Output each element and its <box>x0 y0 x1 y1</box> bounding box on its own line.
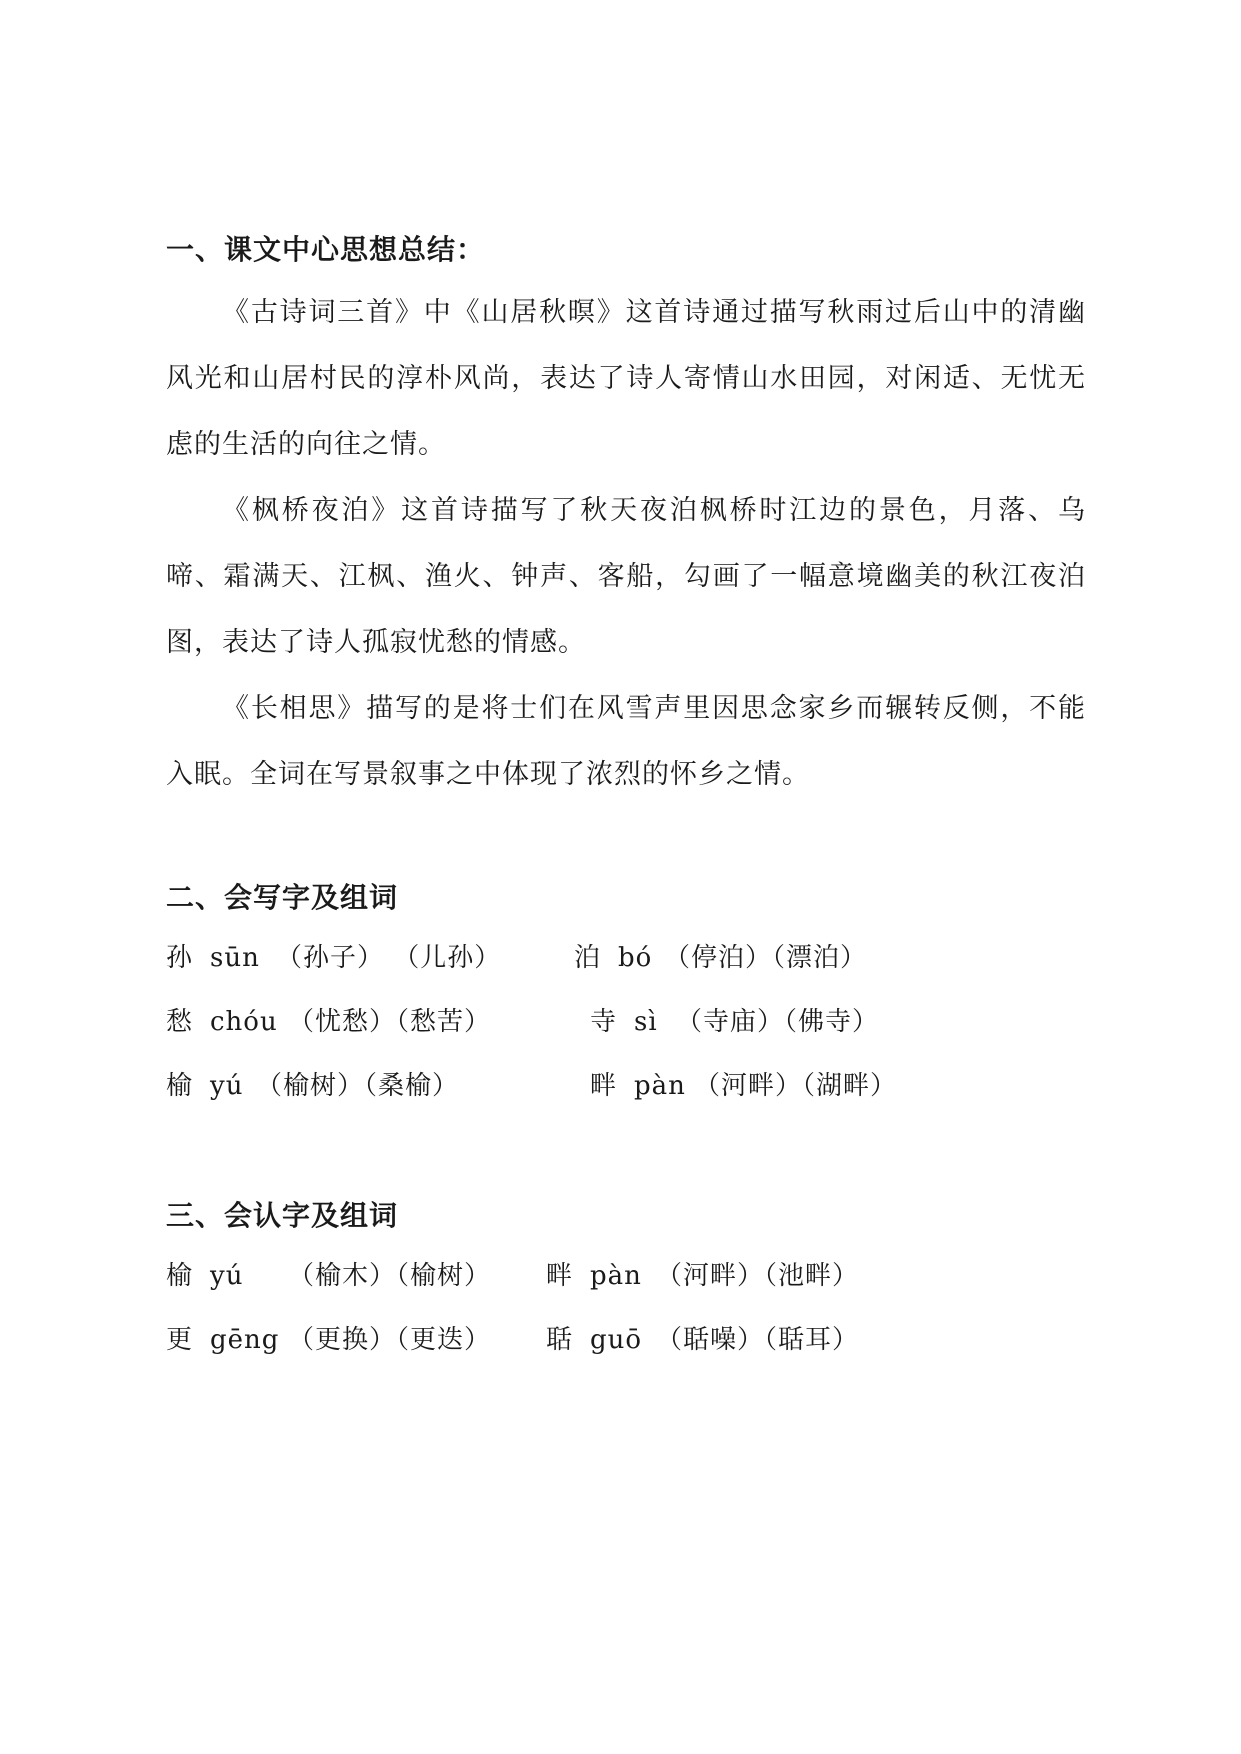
summary-paragraph-fengqiao: 《枫桥夜泊》这首诗描写了秋天夜泊枫桥时江边的景色，月落、乌啼、霜满天、江枫、渔火、钟声、客船，勾画了一幅意境幽美的秋江夜泊图，表达了诗人孤寂忧愁的情感。 <box>166 495 1086 658</box>
pinyin: chóu <box>210 1007 278 1037</box>
word-pairs: （孙子） （儿孙） <box>276 943 502 973</box>
pinyin: sūn <box>210 943 260 973</box>
character: 畔 <box>546 1261 574 1291</box>
character: 孙 <box>166 943 194 973</box>
pinyin: yú <box>210 1071 244 1101</box>
word-pairs: （榆树）（桑榆） <box>256 1071 460 1101</box>
character: 聒 <box>546 1325 574 1355</box>
character: 畔 <box>590 1071 618 1101</box>
word-pairs: （聒噪）（聒耳） <box>656 1325 860 1355</box>
word-pairs: （河畔）（湖畔） <box>694 1071 898 1101</box>
word-pairs: （停泊）（漂泊） <box>664 943 868 973</box>
word-pairs: （河畔）（池畔） <box>656 1261 860 1291</box>
character: 更 <box>166 1325 194 1355</box>
character: 愁 <box>166 1007 194 1037</box>
section-2-heading: 二、会写字及组词 <box>166 881 399 914</box>
character: 榆 <box>166 1071 194 1101</box>
word-pairs: （榆木）（榆树） <box>288 1261 492 1291</box>
character: 泊 <box>574 943 602 973</box>
summary-paragraph-shanju: 《古诗词三首》中《山居秋暝》这首诗通过描写秋雨过后山中的清幽风光和山居村民的淳朴风尚，表达了诗人寄情山水田园，对闲适、无忧无虑的生活的向往之情。 <box>166 297 1086 460</box>
pinyin: pàn <box>634 1071 686 1101</box>
section-3-heading: 三、会认字及组词 <box>166 1199 399 1232</box>
character: 榆 <box>166 1261 194 1291</box>
pinyin: pàn <box>590 1261 642 1291</box>
summary-paragraph-changxiangsi: 《长相思》描写的是将士们在风雪声里因思念家乡而辗转反侧，不能入眠。全词在写景叙事之中体现了浓烈的怀乡之情。 <box>166 693 1086 790</box>
section-1-heading: 一、课文中心思想总结： <box>166 233 486 266</box>
pinyin: bó <box>618 943 653 973</box>
word-pairs: （更换）（更迭） <box>288 1325 492 1355</box>
pinyin: sì <box>634 1007 658 1037</box>
pinyin: yú <box>210 1261 244 1291</box>
word-pairs: （寺庙）（佛寺） <box>676 1007 880 1037</box>
pinyin: gēng <box>210 1325 280 1355</box>
pinyin: guō <box>590 1325 643 1355</box>
character: 寺 <box>590 1007 618 1037</box>
word-pairs: （忧愁）（愁苦） <box>288 1007 492 1037</box>
